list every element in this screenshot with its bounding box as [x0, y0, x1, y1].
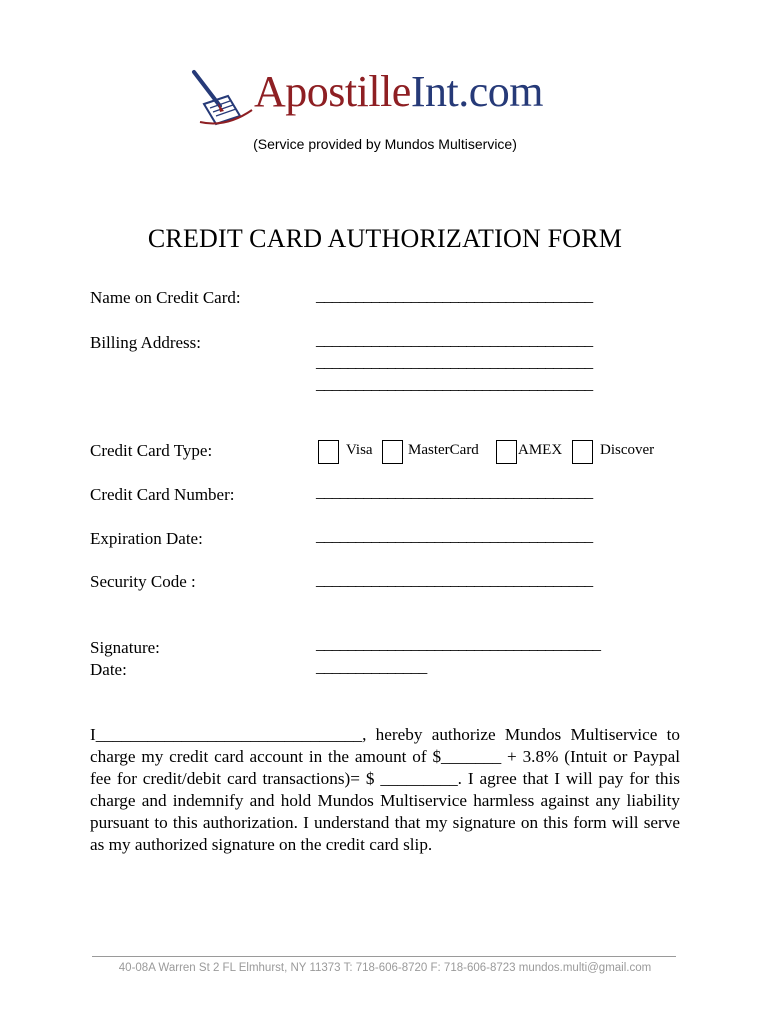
date-field[interactable]: ______________ [316, 657, 427, 676]
mastercard-label: MasterCard [408, 442, 479, 458]
amex-checkbox[interactable] [496, 440, 517, 464]
pen-and-document-icon [190, 66, 254, 126]
security-code-label: Security Code : [90, 572, 196, 591]
discover-label: Discover [600, 442, 655, 458]
signature-label: Signature: [90, 638, 160, 657]
logo-text-part2: Int.com [410, 67, 543, 116]
billing-field-line-3[interactable]: ___________________________________ [316, 374, 593, 393]
name-field[interactable]: ___________________________________ [316, 286, 593, 305]
card-number-field[interactable]: ___________________________________ [316, 482, 593, 501]
name-label: Name on Credit Card: [90, 288, 241, 307]
discover-checkbox[interactable] [572, 440, 593, 464]
mastercard-checkbox[interactable] [382, 440, 403, 464]
billing-field-line-2[interactable]: ___________________________________ [316, 352, 593, 371]
date-label: Date: [90, 660, 127, 679]
footer-contact: 40-08A Warren St 2 FL Elmhurst, NY 11373 T: 718-606-8720 F: 718-606-8723 mundos.multi@gmail.com [118, 962, 652, 974]
visa-checkbox[interactable] [318, 440, 339, 464]
form-title: CREDIT CARD AUTHORIZATION FORM [147, 224, 623, 253]
amex-label: AMEX [518, 442, 563, 458]
expiration-label: Expiration Date: [90, 529, 203, 548]
visa-label: Visa [346, 442, 373, 458]
signature-field[interactable]: ____________________________________ [316, 634, 601, 653]
billing-label: Billing Address: [90, 333, 201, 352]
billing-field-line-1[interactable]: ___________________________________ [316, 330, 593, 349]
logo-text-part1: Apostille [254, 67, 411, 116]
card-number-label: Credit Card Number: [90, 485, 235, 504]
security-code-field[interactable]: ___________________________________ [316, 570, 593, 589]
authorization-paragraph: I_______________________________, hereby authorize Mundos Multiservice to charge my credit card account in the amount of $_______ + 3.8% (Intuit or Paypal fee for credit/debit card transactions)= $ _________. I agree that I will pay for this charge and indemnify and hold Mundos Multiservice harmless against any liability pursuant to this authorization. I understand that my signature on this form will serve as my authorized signature on the credit card slip. [90, 725, 680, 854]
card-type-label: Credit Card Type: [90, 441, 213, 460]
service-note: (Service provided by Mundos Multiservice) [253, 136, 517, 152]
expiration-field[interactable]: ___________________________________ [316, 526, 593, 545]
footer-divider [92, 956, 676, 957]
company-logo [190, 62, 590, 126]
